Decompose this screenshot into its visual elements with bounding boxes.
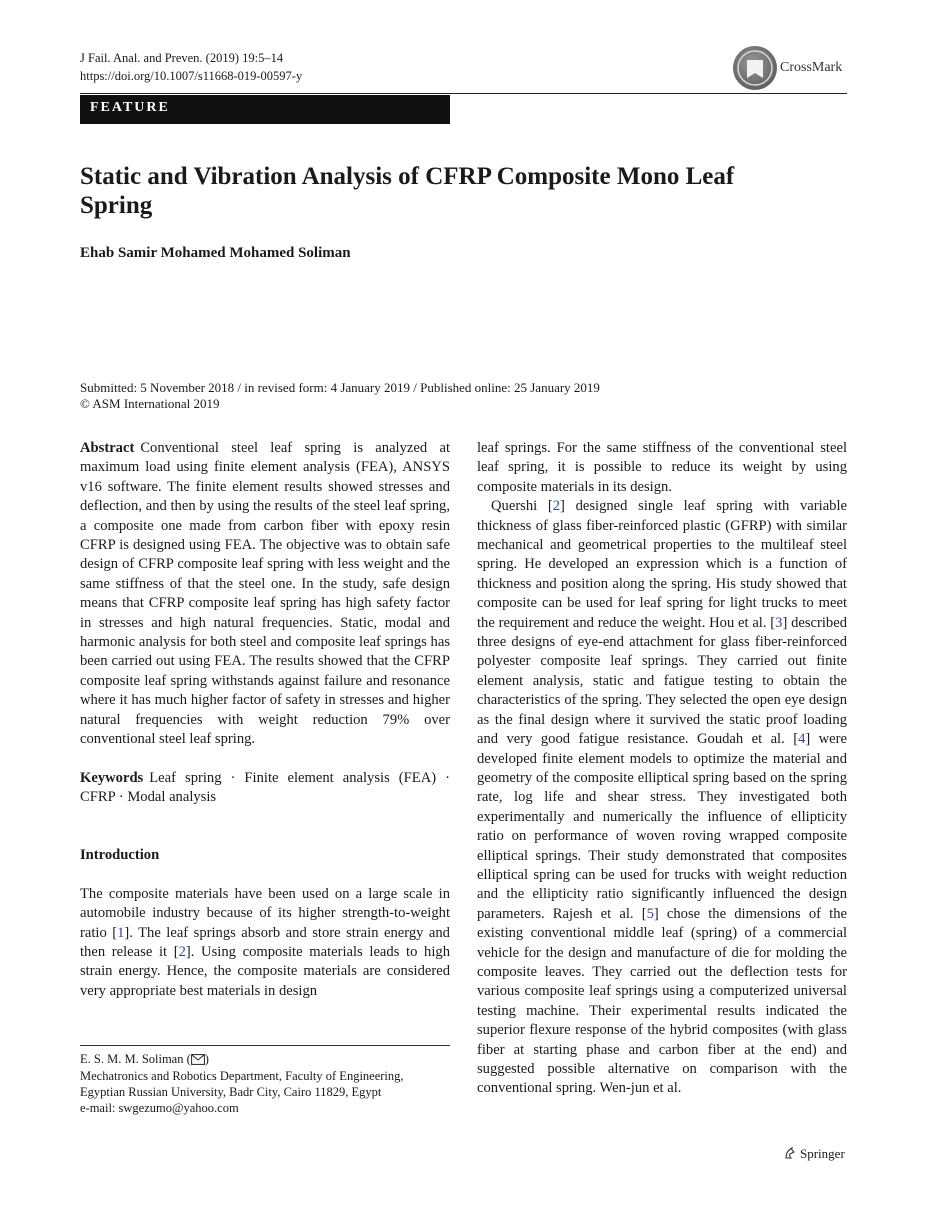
footnote-name-close: ) xyxy=(204,1052,209,1066)
introduction-heading: Introduction xyxy=(80,847,160,864)
footnote-divider xyxy=(80,1045,450,1046)
section-label: FEATURE xyxy=(90,100,170,115)
reference-link-2[interactable]: 2 xyxy=(552,498,561,515)
abstract xyxy=(80,439,450,750)
intro-text-a: The composite materials have been used on a large scale in automobile industry because of its higher strength-to-weight ratio [ xyxy=(80,885,450,941)
footnote-email[interactable]: e-mail: swgezumo@yahoo.com xyxy=(80,1101,239,1115)
reference-link-3[interactable]: 3 xyxy=(775,614,783,631)
intro-text-b: ]. The leaf springs absorb and store strain energy and then release it [ xyxy=(80,924,450,960)
crossmark-badge[interactable] xyxy=(733,46,853,92)
right-text-e: ] chose the dimensions of the existing conventional middle leaf (spring) of a commercial vehicle for the design and manufacture of die for molding the composite leaves. They carried out the deflection tests for various composite leaf springs using a computerized universal testing machine. Their experimental results indicated the superior flexure response of the hybrid composites (with glass fiber at starting phase and carbon fiber at the end) and suggested possible alternative on comparison with the conventional spring. Wen-jun et al. xyxy=(477,905,847,1097)
crossmark-label: CrossMark xyxy=(780,60,843,75)
keywords-heading: Keywords xyxy=(80,769,144,786)
article-title: Static and Vibration Analysis of CFRP Composite Mono Leaf Spring xyxy=(80,163,735,219)
doi-link[interactable]: https://doi.org/10.1007/s11668-019-00597-y xyxy=(80,69,303,83)
footnote-affiliation-2: Egyptian Russian University, Badr City, Cairo 11829, Egypt xyxy=(80,1085,382,1099)
footnote-name: E. S. M. M. Soliman ( xyxy=(80,1052,191,1066)
introduction-paragraph xyxy=(80,885,450,1001)
right-text-c: ] described three designs of eye-end attachment for glass fiber-reinforced polyester composite leaf springs. They carried out finite element analysis, static and fatigue testing to obtain the characteristics of the spring. They selected the open eye design as the final design where it survived the static proof loading and very good fatigue resistance. Goudah et al. [ xyxy=(477,614,847,748)
right-text-d: ] were developed finite element models to optimize the material and geometry of the composite elliptical spring based on the spring rate, log life and shear stress. They investigated both experimentally and numerically the influence of ellipticity ratio on performance of woven roving wrapped composite elliptical springs. Their study demonstrated that composites elliptical spring can be used for trucks with weight reduction and the ellipticity ratio significantly influenced the design parameters. Rajesh et al. [ xyxy=(477,731,847,922)
author-name: Ehab Samir Mohamed Mohamed Soliman xyxy=(80,245,351,261)
footnote-affiliation-1: Mechatronics and Robotics Department, Faculty of Engineering, xyxy=(80,1069,404,1083)
reference-link-4[interactable]: 4 xyxy=(798,731,806,748)
right-text-a: Quershi [ xyxy=(491,498,553,515)
publisher-name: Springer xyxy=(800,1146,845,1161)
right-text-b: ] designed single leaf spring with variable thickness of glass fiber-reinforced plastic (GFRP) with similar mechanical and geometrical properties to the multileaf steel spring. He developed an expression which is a function of thickness and position along the spring. His study showed that composite can be used for leaf spring for light trucks to meet the requirement and reduce the weight. Hou et al. [ xyxy=(477,498,848,631)
keywords xyxy=(80,769,450,808)
reference-link-5[interactable]: 5 xyxy=(646,905,654,922)
publisher-logo xyxy=(783,1146,853,1164)
keywords-text: Leaf spring · Finite element analysis (FEA) · CFRP · Modal analysis xyxy=(80,769,450,805)
reference-link-1[interactable]: 1 xyxy=(117,924,125,941)
reference-link-2[interactable]: 2 xyxy=(178,943,186,960)
right-paragraph-1: leaf springs. For the same stiffness of the conventional steel leaf spring, it is possible to reduce its weight by using composite materials in its design. xyxy=(477,440,847,495)
right-column xyxy=(477,439,847,1099)
publication-dates: Submitted: 5 November 2018 / in revised form: 4 January 2019 / Published online: 25 January 2019 xyxy=(80,380,600,395)
abstract-text: Conventional steel leaf spring is analyzed at maximum load using finite element analysis (FEA), ANSYS v16 software. The finite element results showed stresses and deflection, and then by using the results of the steel leaf spring, a composite one made from carbon fiber with epoxy resin CFRP is designed using FEA. The objective was to obtain safe design of CFRP composite leaf spring with less weight and the same stiffness of that the steel one. In the study, safe design means that CFRP composite leaf spring has high safety factor in stresses and high natural frequencies. Static, modal and harmonic analysis for both steel and composite leaf springs has been carried out using FEA. The results showed that the CFRP composite leaf spring withstands against failure and resonance where it has much higher factor of safety in stresses and higher natural frequencies with weight reduction 79% over conventional steel leaf spring. xyxy=(80,440,450,748)
intro-text-c: ]. Using composite materials leads to high strain energy. Hence, the composite materials are considered very appropriate best materials in design xyxy=(80,943,450,999)
right-paragraph-2 xyxy=(477,497,847,1099)
crossmark-icon xyxy=(733,46,777,90)
header-divider xyxy=(80,93,847,94)
abstract-heading: Abstract xyxy=(80,440,135,456)
springer-horse-icon xyxy=(783,1146,797,1164)
copyright: © ASM International 2019 xyxy=(80,396,220,411)
left-column xyxy=(80,439,450,1001)
journal-citation: J Fail. Anal. and Preven. (2019) 19:5–14 xyxy=(80,51,284,65)
